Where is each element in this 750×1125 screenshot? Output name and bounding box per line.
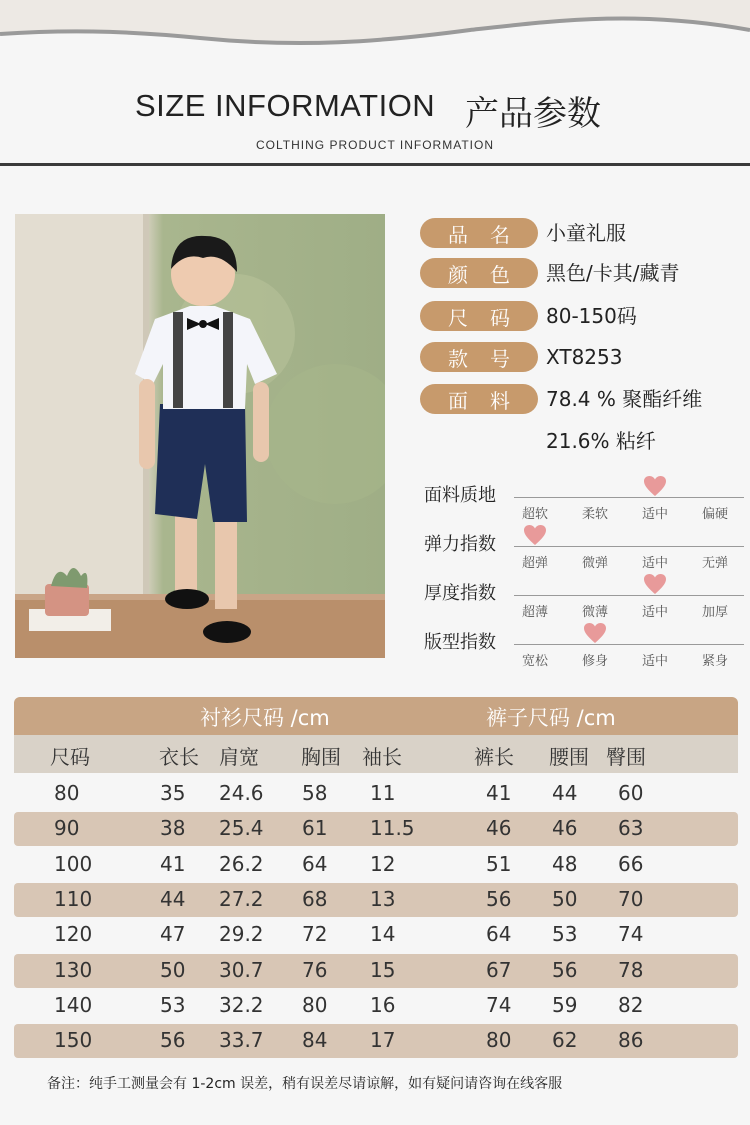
rating-option: 修身 [581, 654, 608, 669]
rating-option: 适中 [641, 654, 668, 669]
table-cell: 150 [54, 1028, 93, 1053]
info-row-fabric [420, 383, 740, 415]
table-row [14, 777, 738, 811]
table-cell: 48 [552, 851, 578, 876]
table-cell: 64 [302, 851, 328, 876]
rating-option: 适中 [641, 556, 668, 571]
table-cell: 74 [486, 992, 512, 1017]
info-value: 黑色/卡其/藏青 [546, 261, 680, 285]
rating-option: 微弹 [581, 556, 608, 571]
info-value: 小童礼服 [546, 221, 626, 245]
info-label: 款号 [420, 342, 538, 372]
rating-scale-line [514, 546, 744, 547]
heart-icon [643, 573, 667, 595]
rating-label: 版型指数 [424, 632, 496, 653]
table-cell: 80 [486, 1028, 512, 1053]
table-row [14, 812, 738, 846]
product-photo [15, 214, 385, 658]
table-cell: 130 [54, 957, 93, 982]
table-cell: 11 [370, 781, 396, 805]
table-cell: 67 [486, 957, 512, 982]
rating-option: 无弹 [701, 556, 728, 571]
table-row [14, 1024, 738, 1058]
table-row [14, 918, 738, 952]
table-cell: 44 [552, 781, 578, 805]
info-value: 78.4 % 聚酯纤维 [546, 387, 703, 411]
info-row-fabric-2 [420, 425, 740, 457]
rating-option: 微薄 [581, 605, 608, 620]
table-cell: 32.2 [219, 992, 264, 1017]
table-cell: 59 [552, 992, 578, 1017]
table-cell: 35 [160, 781, 186, 805]
table-cell: 61 [302, 816, 328, 841]
rating-scale-line [514, 497, 744, 498]
table-cell: 84 [302, 1028, 328, 1053]
table-cell: 46 [552, 816, 578, 841]
table-cell: 56 [160, 1028, 186, 1053]
table-cell: 80 [302, 992, 328, 1017]
heart-icon [523, 524, 547, 546]
table-cell: 11.5 [370, 816, 415, 841]
table-cell: 51 [486, 851, 512, 876]
info-row-name [420, 217, 740, 249]
table-cell: 41 [486, 781, 512, 805]
info-value: XT8253 [546, 345, 623, 369]
rating-option: 加厚 [701, 605, 728, 620]
table-cell: 58 [302, 781, 328, 805]
pants-size-header: 裤子尺码 /cm [486, 706, 616, 730]
top-wave-decoration [0, 0, 750, 60]
rating-row [424, 481, 744, 521]
table-row [14, 848, 738, 882]
table-cell: 66 [618, 851, 644, 876]
table-cell: 14 [370, 922, 396, 947]
table-cell: 80 [54, 781, 80, 805]
page-title-en: SIZE INFORMATION [135, 88, 436, 123]
table-cell: 33.7 [219, 1028, 264, 1053]
column-header: 尺码 [50, 745, 90, 769]
table-cell: 50 [160, 957, 186, 982]
page-title-row [0, 88, 750, 134]
table-cell: 64 [486, 922, 512, 947]
rating-option: 宽松 [521, 654, 548, 669]
table-cell: 70 [618, 886, 644, 911]
column-header: 臀围 [606, 745, 646, 769]
table-cell: 46 [486, 816, 512, 841]
table-cell: 120 [54, 922, 93, 947]
rating-row [424, 579, 744, 619]
rating-option: 适中 [641, 507, 668, 522]
table-cell: 47 [160, 922, 186, 947]
shirt-size-header: 衬衫尺码 /cm [200, 706, 330, 730]
table-cell: 68 [302, 886, 328, 911]
table-cell: 74 [618, 922, 644, 947]
rating-label: 弹力指数 [424, 534, 496, 555]
column-header: 袖长 [362, 745, 402, 769]
info-row-style-number [420, 341, 740, 373]
rating-label: 厚度指数 [424, 583, 496, 604]
table-cell: 76 [302, 957, 328, 982]
table-cell: 38 [160, 816, 186, 841]
table-cell: 25.4 [219, 816, 264, 841]
info-label: 尺码 [420, 301, 538, 331]
table-cell: 17 [370, 1028, 396, 1053]
table-cell: 56 [552, 957, 578, 982]
rating-label: 面料质地 [424, 485, 496, 506]
measurement-note: 备注：纯手工测量会有 1-2cm 误差，稍有误差尽请谅解，如有疑问请咨询在线客服 [47, 1076, 563, 1092]
rating-scale-line [514, 595, 744, 596]
heart-icon [583, 622, 607, 644]
rating-option: 超弹 [521, 556, 548, 571]
table-cell: 15 [370, 957, 396, 982]
rating-scale-line [514, 644, 744, 645]
rating-option: 适中 [641, 605, 668, 620]
table-cell: 82 [618, 992, 644, 1017]
info-row-size [420, 300, 740, 332]
table-cell: 90 [54, 816, 80, 841]
info-value: 21.6% 粘纤 [546, 429, 656, 453]
column-header: 胸围 [301, 745, 341, 769]
table-cell: 27.2 [219, 886, 264, 911]
table-cell: 56 [486, 886, 512, 911]
column-header: 裤长 [474, 745, 514, 769]
rating-option: 超软 [521, 507, 548, 522]
table-cell: 30.7 [219, 957, 264, 982]
table-cell: 24.6 [219, 781, 264, 805]
heart-icon [643, 475, 667, 497]
rating-row [424, 530, 744, 570]
table-cell: 140 [54, 992, 93, 1017]
title-divider [0, 163, 750, 166]
table-cell: 72 [302, 922, 328, 947]
rating-option: 超薄 [521, 605, 548, 620]
table-cell: 86 [618, 1028, 644, 1053]
info-label: 品名 [420, 218, 538, 248]
table-cell: 62 [552, 1028, 578, 1053]
info-label: 颜色 [420, 258, 538, 288]
rating-option: 紧身 [701, 654, 728, 669]
page-title-cn: 产品参数 [465, 94, 601, 134]
column-header: 腰围 [549, 745, 589, 769]
table-cell: 41 [160, 851, 186, 876]
table-row [14, 883, 738, 917]
column-header: 肩宽 [219, 745, 259, 769]
table-cell: 53 [552, 922, 578, 947]
table-cell: 26.2 [219, 851, 264, 876]
column-header: 衣长 [159, 745, 199, 769]
table-cell: 50 [552, 886, 578, 911]
rating-option: 柔软 [581, 507, 608, 522]
table-cell: 63 [618, 816, 644, 841]
page-subtitle: COLTHING PRODUCT INFORMATION [256, 138, 494, 152]
table-cell: 78 [618, 957, 644, 982]
table-cell: 13 [370, 886, 396, 911]
table-cell: 44 [160, 886, 186, 911]
table-cell: 60 [618, 781, 644, 805]
table-cell: 16 [370, 992, 396, 1017]
table-row [14, 954, 738, 988]
info-row-color [420, 257, 740, 289]
table-group-header [14, 697, 738, 735]
info-value: 80-150码 [546, 304, 637, 328]
table-cell: 53 [160, 992, 186, 1017]
table-cell: 29.2 [219, 922, 264, 947]
table-column-header [14, 735, 738, 773]
info-label: 面料 [420, 384, 538, 414]
table-cell: 12 [370, 851, 396, 876]
rating-option: 偏硬 [701, 507, 728, 522]
rating-row [424, 628, 744, 668]
table-cell: 100 [54, 851, 93, 876]
table-row [14, 989, 738, 1023]
table-cell: 110 [54, 886, 93, 911]
